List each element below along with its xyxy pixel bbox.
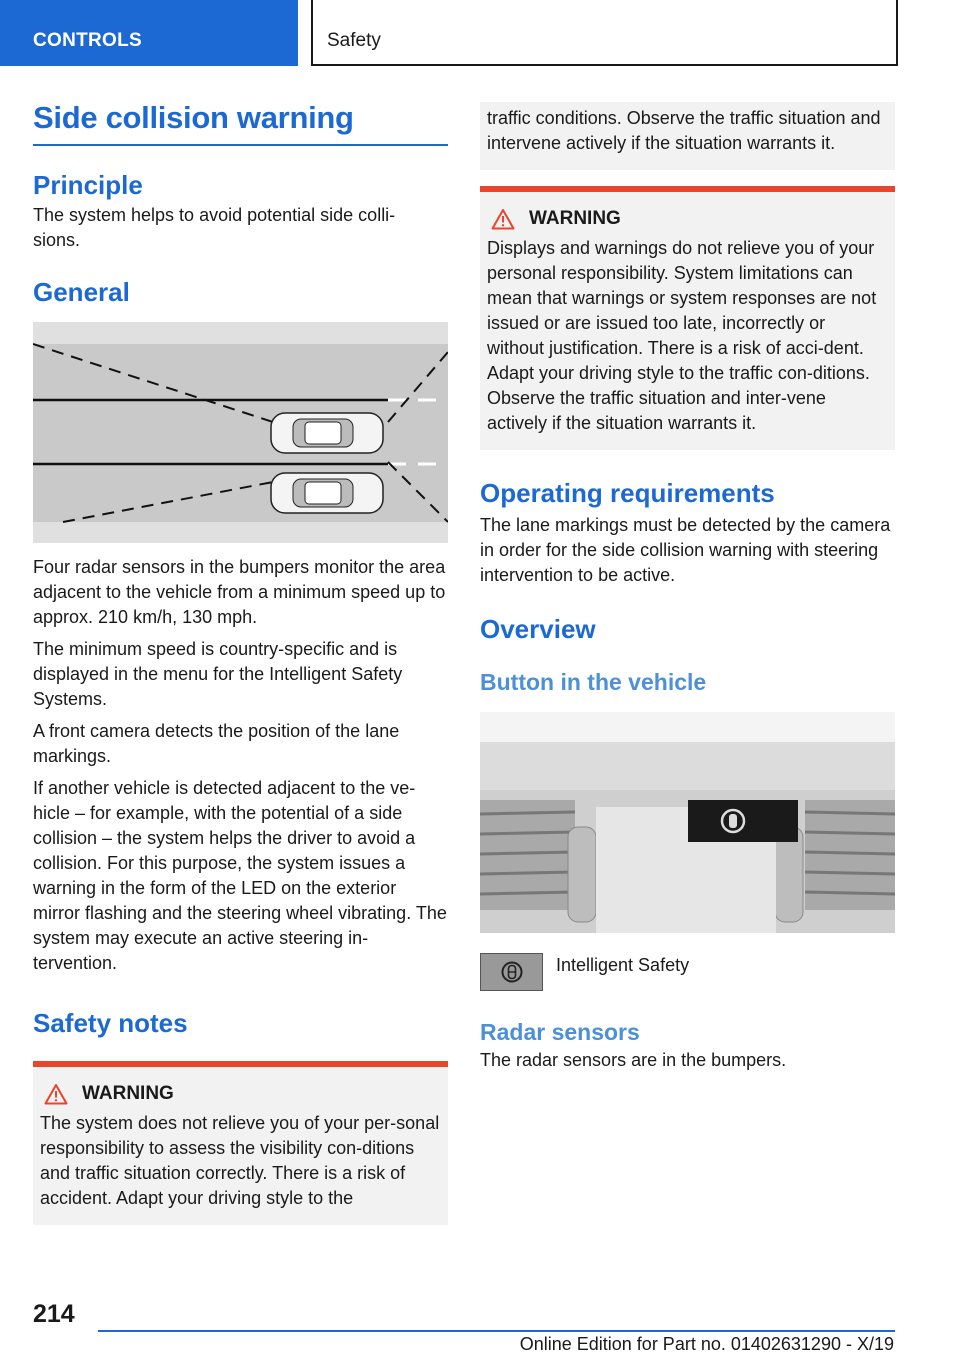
warning-text-continued: traffic conditions. Observe the traffic situation and intervene actively if the situation warrants it.	[487, 108, 881, 153]
intelligent-safety-button-image	[480, 953, 543, 991]
lane-diagram-figure	[33, 322, 448, 543]
warning-text: The system does not relieve you of your per-sonal responsibility to assess the visibility con-ditions and traffic situation correctly. There is a risk of accident. Adapt your driving style to the	[40, 1113, 440, 1208]
warning-label: WARNING	[529, 208, 621, 229]
intelligent-safety-icon	[500, 960, 524, 984]
lane-diagram-illustration	[33, 322, 448, 543]
footer-edition: Online Edition for Part no. 01402631290 - X/19	[519, 1334, 894, 1354]
warning-box-2	[480, 186, 895, 450]
general-paragraph: The minimum speed is country-specific and is displayed in the menu for the Intelligent Safety Systems.	[33, 639, 403, 709]
operating-heading: Operating requirements	[480, 478, 775, 508]
safety-notes-heading: Safety notes	[33, 1008, 188, 1038]
radar-text: The radar sensors are in the bumpers.	[480, 1050, 787, 1070]
general-body	[33, 555, 448, 976]
warning-box-1-continued	[480, 102, 895, 170]
overview-heading: Overview	[480, 614, 596, 644]
dashboard-button-photo	[480, 712, 895, 933]
header-chapter-box	[311, 0, 898, 66]
warning-text: Displays and warnings do not relieve you of your personal responsibility. System limitations can mean that warnings or system responses are not issued or are issued too late, incorrectly or without justification. There is a risk of acci-dent. Adapt your driving style to the traffic con-ditions. Observe the traffic situation and inter-vene actively if the situation warrants it.	[487, 238, 877, 433]
car-lower	[271, 473, 383, 513]
header-section-tab	[0, 0, 298, 66]
warning-label: WARNING	[82, 1083, 174, 1104]
general-paragraph: Four radar sensors in the bumpers monitor the area adjacent to the vehicle from a minimum speed up to approx. 210 km/h, 130 mph.	[33, 557, 446, 627]
page-title: Side collision warning	[33, 100, 448, 146]
header-chapter-label: Safety	[327, 30, 381, 51]
footer-rule	[98, 1330, 895, 1332]
right-column	[480, 102, 895, 1073]
warning-triangle-icon	[491, 208, 515, 230]
header-section-label: CONTROLS	[33, 30, 143, 51]
operating-text: The lane markings must be detected by the camera in order for the side collision warning with steering intervention to be active.	[480, 515, 891, 585]
warning-box-1	[33, 1061, 448, 1225]
car-upper	[271, 413, 383, 453]
radar-heading: Radar sensors	[480, 1019, 640, 1045]
dashboard-button-figure	[480, 712, 895, 933]
button-heading: Button in the vehicle	[480, 669, 707, 695]
left-column	[33, 100, 448, 1225]
principle-heading: Principle	[33, 170, 143, 200]
button-label: Intelligent Safety	[556, 955, 690, 975]
principle-text: The system helps to avoid potential side colli-sions.	[33, 205, 396, 250]
general-paragraph: If another vehicle is detected adjacent to the ve-hicle – for example, with the potential of a side collision – the system helps the driver to avoid a collision. For this purpose, the system issues a warning in the form of the LED on the exterior mirror flashing and the steering wheel vibrating. The system may execute an active steering in-tervention.	[33, 778, 447, 973]
warning-triangle-icon	[44, 1083, 68, 1105]
page-number: 214	[33, 1300, 75, 1328]
general-paragraph: A front camera detects the position of the lane markings.	[33, 721, 400, 766]
general-heading: General	[33, 277, 130, 307]
button-legend-row	[480, 953, 895, 991]
